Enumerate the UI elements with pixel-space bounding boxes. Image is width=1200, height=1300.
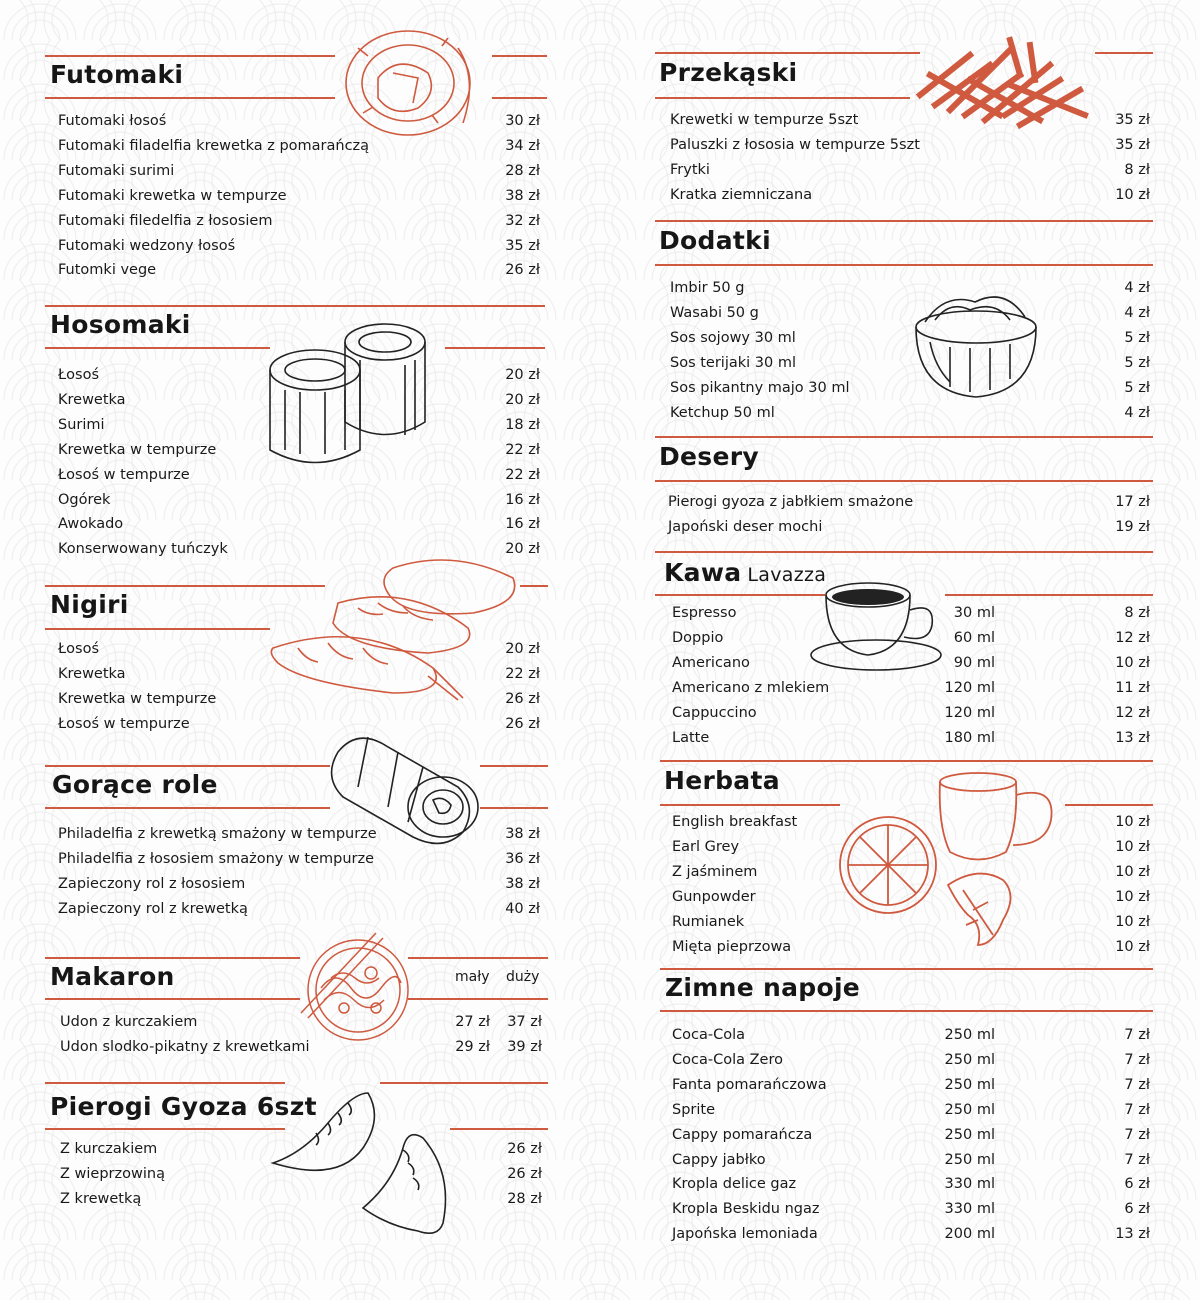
menu-item-name: Americano	[672, 654, 750, 671]
menu-item	[672, 914, 1150, 939]
menu-item-price: 5 zł	[1124, 354, 1150, 371]
menu-item-volume: 200 ml	[944, 1226, 995, 1243]
menu-item-volume: 250 ml	[944, 1027, 995, 1043]
section-rule	[45, 305, 545, 307]
menu-item-price: 22 zł	[505, 466, 540, 483]
menu-item-name: Z krewetką	[60, 1190, 142, 1207]
menu-item	[670, 162, 1150, 187]
menu-item-name: Ogórek	[58, 491, 111, 508]
menu-item-price: 26 zł	[505, 715, 540, 732]
menu-item-name: Sos pikantny majo 30 ml	[670, 379, 850, 396]
menu-item-price: 18 zł	[505, 416, 540, 433]
menu-item	[672, 630, 1150, 655]
menu-item-name: Philadelfia z krewetką smażony w tempurze	[58, 826, 377, 842]
section-rule	[655, 594, 825, 596]
menu-item-price: 10 zł	[1115, 863, 1150, 880]
menu-item-price: 7 zł	[1124, 1101, 1150, 1118]
menu-item-name: Futomaki filadelfia krewetka z pomarańczą	[58, 137, 370, 154]
menu-item-name: Futomaki filedelfia z łososiem	[58, 212, 273, 229]
menu-item-price: 4 zł	[1124, 404, 1150, 421]
menu-item-name: Łosoś	[58, 641, 100, 657]
menu-item-price: 16 zł	[505, 491, 540, 508]
menu-item-price: 7 zł	[1124, 1051, 1150, 1068]
menu-item-price: 6 zł	[1124, 1201, 1150, 1218]
menu-item-name: Łosoś	[58, 367, 100, 383]
menu-item-price: 40 zł	[505, 900, 540, 917]
section-rule	[445, 347, 545, 349]
section-rule	[655, 220, 1153, 222]
menu-item	[60, 1141, 542, 1166]
menu-item	[670, 112, 1150, 137]
menu-item	[58, 163, 540, 188]
menu-item-price: 22 zł	[505, 441, 540, 458]
menu-item-volume: 90 ml	[953, 654, 995, 671]
menu-item-name: Łosoś w tempurze	[58, 466, 190, 483]
menu-item-name: Gunpowder	[672, 888, 756, 905]
menu-item-name: Z wieprzowiną	[60, 1165, 165, 1182]
section-rule	[655, 52, 920, 54]
section-rule	[492, 97, 547, 99]
menu-item	[58, 213, 540, 238]
menu-item-name: Futomaki surimi	[58, 162, 175, 179]
menu-item	[668, 494, 1150, 519]
section-rule	[380, 1082, 548, 1084]
section-rule	[45, 1128, 285, 1130]
section-rule	[492, 55, 547, 57]
section-rule	[45, 807, 330, 809]
menu-item	[58, 516, 540, 541]
menu-item-price: 34 zł	[505, 137, 540, 154]
menu-item-price: 10 zł	[1115, 814, 1150, 830]
menu-item-price: 38 zł	[505, 875, 540, 892]
menu-item-price: 13 zł	[1115, 1226, 1150, 1243]
section-title-hosomaki: Hosomaki	[50, 310, 191, 339]
menu-item-price: 10 zł	[1115, 186, 1150, 203]
menu-item	[58, 392, 540, 417]
menu-item-name: Pierogi gyoza z jabłkiem smażone	[668, 494, 914, 510]
section-title-futomaki: Futomaki	[50, 60, 184, 89]
menu-item	[670, 380, 1150, 405]
menu-item-volume: 250 ml	[944, 1076, 995, 1093]
menu-item-price: 7 zł	[1124, 1027, 1150, 1043]
menu-item-price: 26 zł	[505, 690, 540, 707]
menu-item-name: Sos terijaki 30 ml	[670, 354, 796, 371]
menu-item	[58, 417, 540, 442]
menu-item	[672, 889, 1150, 914]
menu-item-name: Udon z kurczakiem	[60, 1014, 198, 1030]
section-rule	[45, 1082, 285, 1084]
menu-item	[672, 1027, 1150, 1052]
menu-item-price: 11 zł	[1115, 679, 1150, 696]
menu-item-name: Cappy pomarańcza	[672, 1126, 813, 1143]
menu-item	[672, 864, 1150, 889]
menu-item-name: Awokado	[58, 516, 124, 533]
section-rule	[45, 347, 270, 349]
menu-item-name: Zapieczony rol z łososiem	[58, 875, 246, 892]
menu-item	[672, 1127, 1150, 1152]
size-header-small: mały	[455, 969, 490, 985]
menu-item-price: 22 zł	[505, 665, 540, 682]
menu-item-name: Fanta pomarańczowa	[672, 1076, 827, 1093]
section-rule	[655, 480, 1153, 482]
menu-item-price: 5 zł	[1124, 379, 1150, 396]
menu-item-price: 7 zł	[1124, 1076, 1150, 1093]
menu-item-price: 35 zł	[1115, 112, 1150, 128]
menu-item-name: Futomaki łosoś	[58, 113, 167, 129]
menu-item	[670, 305, 1150, 330]
menu-item-name: Sos sojowy 30 ml	[670, 329, 796, 346]
section-rule	[655, 97, 910, 99]
menu-item-volume: 250 ml	[944, 1126, 995, 1143]
section-rule	[45, 765, 330, 767]
menu-item-price-large: 37 zł	[507, 1014, 542, 1030]
menu-item	[58, 238, 540, 263]
section-rule	[408, 998, 548, 1000]
menu-item	[58, 851, 540, 876]
menu-item-price: 26 zł	[507, 1141, 542, 1157]
menu-item	[58, 641, 540, 666]
section-rule	[655, 436, 1153, 438]
menu-item-name: English breakfast	[672, 814, 798, 830]
menu-item-name: Krewetka	[58, 391, 126, 408]
menu-item-volume: 180 ml	[944, 729, 995, 746]
menu-item-name: Futomki vege	[58, 262, 157, 279]
menu-item	[58, 442, 540, 467]
menu-item	[60, 1166, 542, 1191]
menu-item	[58, 367, 540, 392]
menu-item-name: Imbir 50 g	[670, 280, 745, 296]
menu-item-price: 38 zł	[505, 187, 540, 204]
menu-item-price: 30 zł	[505, 113, 540, 129]
menu-item	[58, 901, 540, 926]
menu-item	[60, 1039, 542, 1064]
kawa-subtitle: Lavazza	[747, 564, 827, 586]
section-rule	[45, 998, 300, 1000]
menu-item-volume: 120 ml	[944, 679, 995, 696]
menu-item-price: 35 zł	[505, 237, 540, 254]
menu-item-name: Wasabi 50 g	[670, 304, 759, 321]
menu-item	[672, 814, 1150, 839]
section-title-zimne-napoje: Zimne napoje	[665, 973, 861, 1002]
section-title-dodatki: Dodatki	[659, 226, 771, 255]
kawa-title: Kawa	[664, 558, 742, 587]
menu-item-price: 12 zł	[1115, 704, 1150, 721]
menu-item-name: Mięta pieprzowa	[672, 938, 792, 955]
menu-item-price: 16 zł	[505, 516, 540, 533]
menu-item-name: Japońska lemoniada	[672, 1226, 818, 1243]
section-rule	[45, 957, 300, 959]
menu-item	[672, 1226, 1150, 1251]
menu-item	[58, 113, 540, 138]
menu-item-name: Doppio	[672, 629, 724, 646]
right-column	[600, 0, 1200, 1300]
menu-item-name: Sprite	[672, 1101, 716, 1118]
menu-item-volume: 250 ml	[944, 1051, 995, 1068]
menu-item-volume: 120 ml	[944, 704, 995, 721]
menu-item-name: Krewetki w tempurze 5szt	[670, 112, 859, 128]
menu-item-name: Krewetka w tempurze	[58, 690, 217, 707]
menu-item	[672, 1201, 1150, 1226]
menu-item-price: 35 zł	[1115, 136, 1150, 153]
menu-item	[670, 330, 1150, 355]
menu-item-price: 38 zł	[505, 826, 540, 842]
menu-item	[672, 1176, 1150, 1201]
menu-item-price: 28 zł	[505, 162, 540, 179]
section-rule	[660, 760, 1153, 762]
menu-item	[58, 467, 540, 492]
menu-item-price: 20 zł	[505, 641, 540, 657]
menu-item-price: 7 zł	[1124, 1151, 1150, 1168]
section-rule	[45, 628, 270, 630]
section-rule	[480, 807, 548, 809]
menu-item	[672, 1052, 1150, 1077]
menu-item	[60, 1191, 542, 1216]
menu-item	[672, 605, 1150, 630]
menu-item	[58, 691, 540, 716]
menu-item	[672, 1077, 1150, 1102]
menu-item-volume: 30 ml	[953, 605, 995, 621]
menu-item-price: 8 zł	[1124, 605, 1150, 621]
menu-item	[60, 1014, 542, 1039]
section-title-kawa	[664, 558, 826, 587]
menu-item	[58, 262, 540, 287]
menu-item-name: Japoński deser mochi	[668, 518, 823, 535]
menu-item-price-small: 27 zł	[455, 1014, 490, 1030]
menu-item-price: 20 zł	[505, 391, 540, 408]
menu-item-name: Americano z mlekiem	[672, 679, 830, 696]
menu-item-price-small: 29 zł	[455, 1038, 490, 1055]
menu-item-price: 7 zł	[1124, 1126, 1150, 1143]
menu-item-price: 8 zł	[1124, 161, 1150, 178]
menu-item	[672, 839, 1150, 864]
menu-item-name: Paluszki z łososia w tempurze 5szt	[670, 136, 920, 153]
menu-item	[670, 187, 1150, 212]
menu-item-name: Cappy jabłko	[672, 1151, 766, 1168]
menu-item-name: Earl Grey	[672, 838, 740, 855]
menu-item-name: Krewetka w tempurze	[58, 441, 217, 458]
menu-item-volume: 330 ml	[944, 1176, 995, 1193]
section-rule	[660, 968, 1153, 970]
menu-item-price: 10 zł	[1115, 838, 1150, 855]
menu-item-name: Kratka ziemniczana	[670, 186, 813, 203]
menu-item-price: 36 zł	[505, 850, 540, 867]
menu-item-price: 28 zł	[507, 1190, 542, 1207]
menu-item-name: Z jaśminem	[672, 863, 758, 880]
menu-item-name: Konserwowany tuńczyk	[58, 541, 228, 558]
menu-item	[672, 680, 1150, 705]
menu-item-name: Ketchup 50 ml	[670, 404, 775, 421]
menu-item-name: Futomaki krewetka w tempurze	[58, 187, 287, 204]
menu-item-name: Rumianek	[672, 913, 745, 930]
menu-item-name: Zapieczony rol z krewetką	[58, 900, 248, 917]
menu-item-price: 5 zł	[1124, 329, 1150, 346]
menu-item-name: Kropla delice gaz	[672, 1176, 797, 1193]
menu-item-price: 20 zł	[505, 367, 540, 383]
section-rule	[660, 804, 840, 806]
section-title-desery: Desery	[659, 442, 759, 471]
menu-item-volume: 250 ml	[944, 1101, 995, 1118]
menu-item-name: Coca-Cola Zero	[672, 1051, 783, 1068]
menu-item-name: Kropla Beskidu ngaz	[672, 1201, 820, 1218]
menu-item-name: Z kurczakiem	[60, 1141, 158, 1157]
menu-item-name: Cappuccino	[672, 704, 757, 721]
menu-item-name: Latte	[672, 729, 710, 746]
menu-item-price: 20 zł	[505, 541, 540, 558]
section-title-makaron: Makaron	[50, 962, 175, 991]
menu-item-price: 19 zł	[1115, 518, 1150, 535]
section-title-gorace-role: Gorące role	[52, 770, 218, 799]
menu-item	[672, 655, 1150, 680]
menu-item	[672, 1152, 1150, 1177]
section-rule	[45, 97, 335, 99]
menu-item-price: 17 zł	[1115, 494, 1150, 510]
menu-item-name: Surimi	[58, 416, 105, 433]
section-title-nigiri: Nigiri	[50, 590, 129, 619]
menu-item-price: 10 zł	[1115, 938, 1150, 955]
menu-item-name: Łosoś w tempurze	[58, 715, 190, 732]
menu-item-price: 26 zł	[507, 1165, 542, 1182]
menu-item-volume: 250 ml	[944, 1151, 995, 1168]
section-rule	[945, 594, 1153, 596]
section-rule	[660, 1010, 1153, 1012]
menu-item-name: Udon slodko-pikatny z krewetkami	[60, 1038, 310, 1055]
menu-item	[672, 705, 1150, 730]
menu-item	[670, 355, 1150, 380]
menu-item-name: Krewetka	[58, 665, 126, 682]
menu-item-price: 4 zł	[1124, 304, 1150, 321]
menu-item-price: 10 zł	[1115, 654, 1150, 671]
menu-item-price: 10 zł	[1115, 913, 1150, 930]
menu-item	[58, 492, 540, 517]
menu-item	[58, 666, 540, 691]
menu-item-price: 12 zł	[1115, 629, 1150, 646]
section-rule	[1095, 52, 1153, 54]
section-title-herbata: Herbata	[664, 766, 780, 795]
menu-item	[58, 876, 540, 901]
menu-item	[58, 138, 540, 163]
section-title-przekaski: Przekąski	[659, 58, 798, 87]
menu-item-price: 10 zł	[1115, 888, 1150, 905]
menu-item	[672, 730, 1150, 755]
section-rule	[450, 1128, 548, 1130]
section-rule	[45, 55, 335, 57]
menu-item-price-large: 39 zł	[507, 1038, 542, 1055]
menu-item	[58, 188, 540, 213]
menu-item	[670, 280, 1150, 305]
menu-item-name: Philadelfia z łososiem smażony w tempurze	[58, 850, 375, 867]
menu-item	[672, 1102, 1150, 1127]
menu-item-volume: 60 ml	[953, 629, 995, 646]
section-rule	[655, 264, 1153, 266]
section-rule	[655, 551, 1153, 553]
menu-item	[668, 519, 1150, 544]
section-rule	[1065, 804, 1153, 806]
menu-item-price: 4 zł	[1124, 280, 1150, 296]
section-title-gyoza: Pierogi Gyoza 6szt	[50, 1092, 317, 1121]
menu-item-name: Espresso	[672, 605, 737, 621]
menu-item	[672, 939, 1150, 964]
menu-item-name: Futomaki wedzony łosoś	[58, 237, 236, 254]
menu-item-price: 26 zł	[505, 262, 540, 279]
menu-item-price: 32 zł	[505, 212, 540, 229]
menu-item-name: Coca-Cola	[672, 1027, 745, 1043]
menu-item	[670, 405, 1150, 430]
menu-item-volume: 330 ml	[944, 1201, 995, 1218]
section-rule	[480, 765, 548, 767]
menu-item-price: 6 zł	[1124, 1176, 1150, 1193]
section-rule	[408, 957, 548, 959]
menu-item-name: Frytki	[670, 161, 710, 178]
menu-item	[670, 137, 1150, 162]
menu-item-price: 13 zł	[1115, 729, 1150, 746]
menu-item	[58, 826, 540, 851]
size-header-large: duży	[506, 969, 540, 985]
